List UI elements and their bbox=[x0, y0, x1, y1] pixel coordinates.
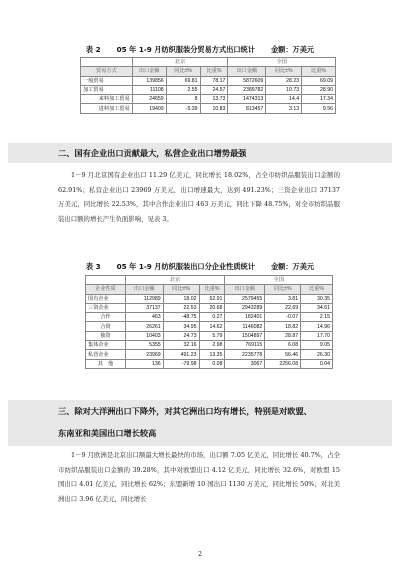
table-cell: 463 bbox=[125, 313, 163, 322]
table3-label: 表 3 bbox=[85, 262, 101, 271]
table-cell: 私营企业 bbox=[86, 350, 126, 359]
table-cell: 2.98 bbox=[199, 341, 225, 350]
table3-group-beijing: 北京 bbox=[125, 276, 225, 285]
table-cell: 合作 bbox=[86, 313, 126, 322]
table2-caption bbox=[0, 45, 400, 55]
table-cell: 69.81 bbox=[166, 76, 200, 85]
table-cell: 136 bbox=[125, 359, 163, 368]
table2-header-cell: 出口金额 bbox=[228, 67, 266, 76]
table-cell: 28.23 bbox=[266, 76, 302, 85]
table3-caption bbox=[0, 262, 400, 272]
table-cell: 独资 bbox=[86, 331, 126, 340]
table-cell: -48.75 bbox=[163, 313, 199, 322]
table-cell: 3067 bbox=[225, 359, 265, 368]
table-cell: 2579455 bbox=[225, 294, 265, 303]
table-cell: -0.07 bbox=[265, 313, 301, 322]
table3-title: 05 年 1-9 月纺织服装出口分企业性质统计 bbox=[116, 262, 255, 271]
section2-paragraph-text: 1－9 月北京国有企业出口 11.29 亿美元，同比增长 18.02%，占全市纺织品服装出口金额的 62.91%；私营企业出口 23969 万美元，出口增速最大，达到 491.23%；三资企业出口 37137 万美元，同比增长 22.53%，其中合作企业出口 463 万美元，同比下降 48.75%，对全市纺织品服装出口额的增长产生负面影响，见表 3。 bbox=[58, 171, 340, 224]
table-cell: 34.61 bbox=[301, 303, 333, 312]
table-cell: 国有企业 bbox=[86, 294, 126, 303]
table-cell: 三资企业 bbox=[86, 303, 126, 312]
table-cell: 来料加工贸易 bbox=[81, 95, 133, 104]
table-cell: 769115 bbox=[225, 341, 265, 350]
table3-header-cell: 企业性质 bbox=[86, 285, 126, 294]
table-cell: 56.46 bbox=[265, 350, 301, 359]
table-cell: 13.35 bbox=[199, 350, 225, 359]
table-cell: 26261 bbox=[125, 322, 163, 331]
table-row bbox=[86, 313, 333, 322]
table-row bbox=[86, 350, 333, 359]
table-row bbox=[86, 359, 333, 368]
table-cell: 14.62 bbox=[199, 322, 225, 331]
table-cell: 17.70 bbox=[301, 331, 333, 340]
table3-header-cell: 同比±% bbox=[163, 285, 199, 294]
table-cell: 112989 bbox=[125, 294, 163, 303]
table-cell: 3.13 bbox=[266, 104, 302, 113]
table-cell: 9.56 bbox=[302, 104, 336, 113]
table3-unit: 金额：万美元 bbox=[270, 262, 315, 271]
table3 bbox=[85, 275, 333, 369]
table-cell: 2.15 bbox=[301, 313, 333, 322]
table-cell: 78.17 bbox=[200, 76, 228, 85]
table-cell: 1504897 bbox=[225, 331, 265, 340]
page-number: 2 bbox=[198, 551, 202, 558]
table-cell: 24.57 bbox=[200, 85, 228, 94]
table3-header-row bbox=[86, 285, 333, 294]
table2-corner-cell bbox=[81, 58, 133, 67]
table-cell: 14.96 bbox=[301, 322, 333, 331]
table-row bbox=[86, 341, 333, 350]
table2-header-cell: 出口金额 bbox=[132, 67, 166, 76]
table-row bbox=[86, 303, 333, 312]
section3-heading-line2: 东南亚和美国出口增长较高 bbox=[58, 428, 157, 438]
table-cell: 20.68 bbox=[199, 303, 225, 312]
table2-header-cell: 同比±% bbox=[266, 67, 302, 76]
table-cell: 10.83 bbox=[200, 104, 228, 113]
table-cell: 9.05 bbox=[301, 341, 333, 350]
table-cell: 24.73 bbox=[163, 331, 199, 340]
table-cell: 加工贸易 bbox=[81, 85, 133, 94]
table2-group-beijing: 北京 bbox=[132, 58, 228, 67]
table-cell: 2256.08 bbox=[265, 359, 301, 368]
table-cell: 5872609 bbox=[228, 76, 266, 85]
table-cell: 5.79 bbox=[199, 331, 225, 340]
table-cell: 24659 bbox=[132, 95, 166, 104]
table-cell: 11108 bbox=[132, 85, 166, 94]
table-cell: 6.08 bbox=[265, 341, 301, 350]
table3-header-cell: 出口金额 bbox=[225, 285, 265, 294]
table3-header-cell: 比重% bbox=[301, 285, 333, 294]
table-cell: 69.09 bbox=[302, 76, 336, 85]
table3-header-cell: 比重% bbox=[199, 285, 225, 294]
table-cell: 139856 bbox=[132, 76, 166, 85]
table-cell: 17.34 bbox=[302, 95, 336, 104]
section3-heading-line1: 三、除对大洋洲出口下降外，对其它洲出口均有增长，特别是对欧盟、 bbox=[58, 406, 312, 416]
table-row bbox=[86, 322, 333, 331]
table-cell: 18.82 bbox=[265, 322, 301, 331]
table-cell: 3.81 bbox=[265, 294, 301, 303]
table-cell: 5355 bbox=[125, 341, 163, 350]
table-cell: 0.04 bbox=[301, 359, 333, 368]
table-row bbox=[81, 95, 336, 104]
table-cell: 一般贸易 bbox=[81, 76, 133, 85]
table2-header-row bbox=[81, 67, 336, 76]
table3-corner-cell bbox=[86, 276, 126, 285]
table3-header-cell: 同比±% bbox=[265, 285, 301, 294]
table-cell: 合资 bbox=[86, 322, 126, 331]
table-cell: 其 他 bbox=[86, 359, 126, 368]
table-cell: 0.27 bbox=[199, 313, 225, 322]
table-cell: -5.39 bbox=[166, 104, 200, 113]
table-row bbox=[81, 104, 336, 113]
table-cell: 2389782 bbox=[228, 85, 266, 94]
table-row bbox=[86, 331, 333, 340]
table-cell: -79.98 bbox=[163, 359, 199, 368]
table2-label: 表 2 bbox=[85, 45, 101, 54]
table-cell: 2235778 bbox=[225, 350, 265, 359]
table3-group-row bbox=[86, 276, 333, 285]
table-cell: 2.55 bbox=[166, 85, 200, 94]
table-cell: 进料加工贸易 bbox=[81, 104, 133, 113]
table-cell: 18.02 bbox=[163, 294, 199, 303]
table-cell: 10.73 bbox=[266, 85, 302, 94]
table-cell: 182401 bbox=[225, 313, 265, 322]
table-cell: 13.73 bbox=[200, 95, 228, 104]
table-cell: 10403 bbox=[125, 331, 163, 340]
table-cell: 26.30 bbox=[301, 350, 333, 359]
table-cell: 0.08 bbox=[199, 359, 225, 368]
table2-group-row bbox=[81, 58, 336, 67]
table-cell: 1474313 bbox=[228, 95, 266, 104]
table-cell: 62.91 bbox=[199, 294, 225, 303]
table-cell: 813457 bbox=[228, 104, 266, 113]
table2-header-cell: 同比±% bbox=[166, 67, 200, 76]
table-cell: 23969 bbox=[125, 350, 163, 359]
table-row bbox=[81, 85, 336, 94]
table-cell: 集体企业 bbox=[86, 341, 126, 350]
table-cell: 14.4 bbox=[266, 95, 302, 104]
table-cell: 28.90 bbox=[302, 85, 336, 94]
table2-header-cell: 贸易方式 bbox=[81, 67, 133, 76]
table2 bbox=[80, 57, 336, 114]
table-cell: 491.23 bbox=[163, 350, 199, 359]
table2-unit: 金额：万美元 bbox=[270, 45, 315, 54]
table3-header-cell: 出口金额 bbox=[125, 285, 163, 294]
table2-header-cell: 比重% bbox=[200, 67, 228, 76]
table-row bbox=[81, 76, 336, 85]
table-cell: 8 bbox=[166, 95, 200, 104]
table-cell: 2943289 bbox=[225, 303, 265, 312]
table-cell: 1146082 bbox=[225, 322, 265, 331]
table2-group-national: 全国 bbox=[228, 58, 336, 67]
table-cell: 22.69 bbox=[265, 303, 301, 312]
section3-paragraph bbox=[58, 448, 340, 522]
table-cell: 37137 bbox=[125, 303, 163, 312]
table-cell: 30.35 bbox=[301, 294, 333, 303]
table2-title: 05 年 1-9 月纺织服装分贸易方式出口统计 bbox=[116, 45, 255, 54]
section3-paragraph-text: 1－9 月欧洲是北京出口额最大增长最快的市场，出口额 7.05 亿美元，同比增长 40.7%，占全市纺织品服装出口金额的 39.28%，其中对欧盟出口 4.12 亿美元，同比增长 32.6%，对欧盟 15 国出口 4.01 亿美元，同比增长 62%；东盟新增 10 国出口 1130 万美元，同比增长 50%；对北美洲出口 3.96 亿美元，同比增长 bbox=[58, 451, 340, 504]
table-cell: 32.16 bbox=[163, 341, 199, 350]
table-cell: 28.87 bbox=[265, 331, 301, 340]
section2-paragraph bbox=[58, 168, 340, 256]
section2-heading: 二、国有企业出口贡献最大，私营企业出口增势最强 bbox=[58, 148, 247, 158]
table-row bbox=[86, 294, 333, 303]
table-cell: 22.53 bbox=[163, 303, 199, 312]
table-cell: 34.95 bbox=[163, 322, 199, 331]
table2-header-cell: 比重% bbox=[302, 67, 336, 76]
table-cell: 19409 bbox=[132, 104, 166, 113]
table3-group-national: 全国 bbox=[225, 276, 333, 285]
